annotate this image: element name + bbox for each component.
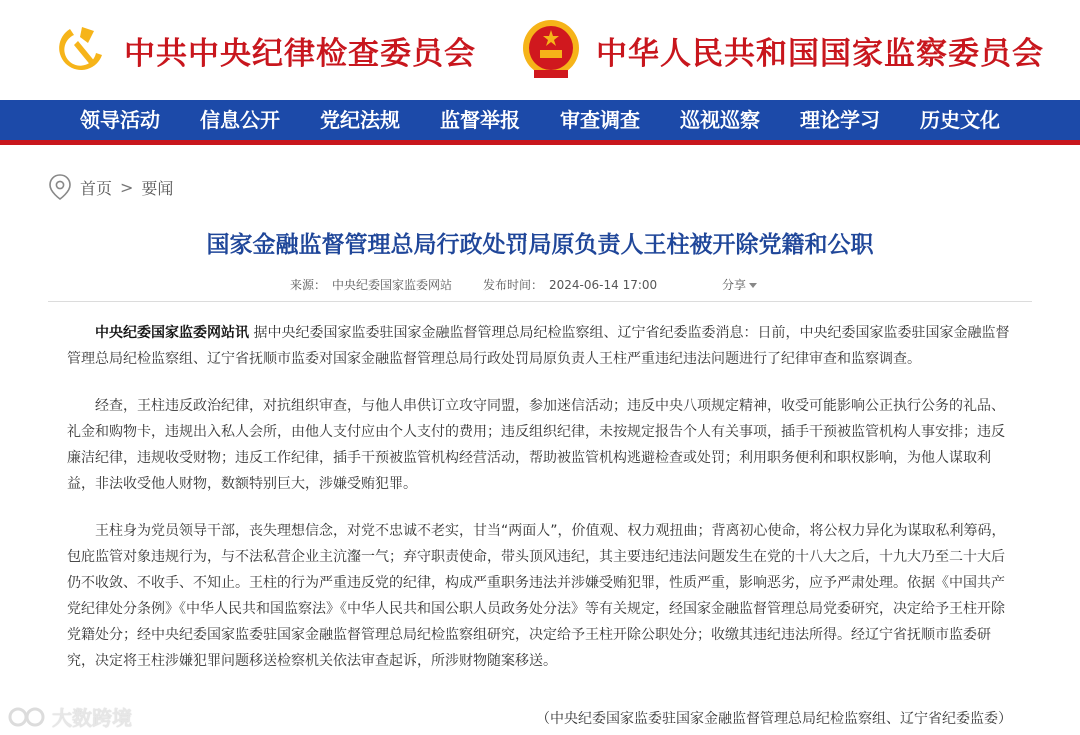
breadcrumb-current[interactable]: 要闻 xyxy=(141,178,174,198)
share-button[interactable] xyxy=(722,276,757,293)
article-title: 国家金融监督管理总局行政处罚局原负责人王柱被开除党籍和公职 xyxy=(206,232,874,258)
watermark xyxy=(8,702,132,731)
article-source xyxy=(290,276,452,293)
nav-item-regulations[interactable]: 党纪法规 xyxy=(320,108,400,132)
time-value: 2024-06-14 17:00 xyxy=(549,278,658,292)
caret-down-icon xyxy=(749,283,757,288)
article-paragraph-2: 经查，王柱违反政治纪律，对抗组织审查，与他人串供订立攻守同盟，参加迷信活动；违反中央八项规定精神，收受可能影响公正执行公务的礼品、礼金和购物卡，违规出入私人会所，由他人支付应由个人支付的费用；违反组织纪律，未按规定报告个人有关事项，插手干预被监管机构人事安排；违反廉洁纪律，违规收受财物；违反工作纪律，插手干预被监管机构经营活动，帮助被监管机构逃避检查或处罚；利用职务便利和职权影响，为他人谋取利益，非法收受他人财物，数额特别巨大，涉嫌受贿犯罪。 xyxy=(67,398,1005,492)
nav-item-inspection[interactable]: 巡视巡察 xyxy=(680,108,760,132)
source-label: 来源： xyxy=(290,278,327,292)
share-label: 分享 xyxy=(722,278,747,292)
article-meta xyxy=(0,276,1080,296)
time-label: 发布时间： xyxy=(483,278,544,292)
breadcrumb-home[interactable]: 首页 xyxy=(80,178,113,198)
main-nav xyxy=(0,100,1080,140)
article-lead: 中央纪委国家监委网站讯 xyxy=(95,325,249,341)
nav-item-leadership[interactable]: 领导活动 xyxy=(80,108,160,132)
breadcrumb xyxy=(48,172,173,202)
meta-divider xyxy=(48,301,1032,302)
article-credit: （中央纪委国家监委驻国家金融监督管理总局纪检监察组、辽宁省纪委监委） xyxy=(536,711,1012,727)
watermark-text: 大数跨境 xyxy=(52,706,132,730)
location-pin-icon xyxy=(48,173,72,201)
national-emblem-icon xyxy=(520,18,582,82)
article-time xyxy=(483,276,657,293)
nav-item-info-disclosure[interactable]: 信息公开 xyxy=(200,108,280,132)
article-paragraph-3: 王柱身为党员领导干部，丧失理想信念，对党不忠诚不老实，甘当“两面人”，价值观、权力观扭曲；背离初心使命，将公权力异化为谋取私利筹码，包庇监管对象违规行为，与不法私营企业主沆瀣一气；弃守职责使命，带头顶风违纪，其主要违纪违法问题发生在党的十八大之后，十九大乃至二十大后仍不收敛、不收手、不知止。王柱的行为严重违反党的纪律，构成严重职务违法并涉嫌受贿犯罪，性质严重，影响恶劣，应予严肃处理。依据《中国共产党纪律处分条例》《中华人民共和国监察法》《中华人民共和国公职人员政务处分法》等有关规定，经国家金融监督管理总局党委研究，决定给予王柱开除党籍处分；经中央纪委国家监委驻国家金融监督管理总局纪检监察组研究，决定给予王柱开除公职处分；收缴其违纪违法所得。经辽宁省抚顺市监委研究，决定将王柱涉嫌犯罪问题移送检察机关依法审查起诉，所涉财物随案移送。 xyxy=(67,523,1006,669)
ccdi-brand[interactable] xyxy=(52,14,476,86)
watermark-logo-icon xyxy=(8,705,46,729)
ccdi-name: 中共中央纪律检查委员会 xyxy=(124,35,476,72)
source-value: 中央纪委国家监委网站 xyxy=(332,278,453,292)
nav-item-report[interactable]: 监督举报 xyxy=(440,108,520,132)
nav-item-theory[interactable]: 理论学习 xyxy=(800,108,880,132)
nsc-brand[interactable] xyxy=(520,14,1044,86)
party-emblem-icon xyxy=(52,21,110,79)
nsc-name: 中华人民共和国国家监察委员会 xyxy=(596,35,1044,72)
article-paragraph-1 xyxy=(67,320,1013,372)
breadcrumb-separator: > xyxy=(120,177,134,197)
nav-item-investigation[interactable]: 审查调查 xyxy=(560,108,640,132)
paragraph-1-text: 据中央纪委国家监委驻国家金融监督管理总局纪检监察组、辽宁省纪委监委消息：日前，中央纪委国家监委驻国家金融监督管理总局纪检监察组、辽宁省抚顺市监委对国家金融监督管理总局行政处罚局原负责人王柱严重违纪违法问题进行了纪律审查和监察调查。 xyxy=(67,325,1010,367)
nav-divider xyxy=(0,140,1080,145)
site-header xyxy=(0,0,1080,100)
nav-item-history[interactable]: 历史文化 xyxy=(920,108,1000,132)
